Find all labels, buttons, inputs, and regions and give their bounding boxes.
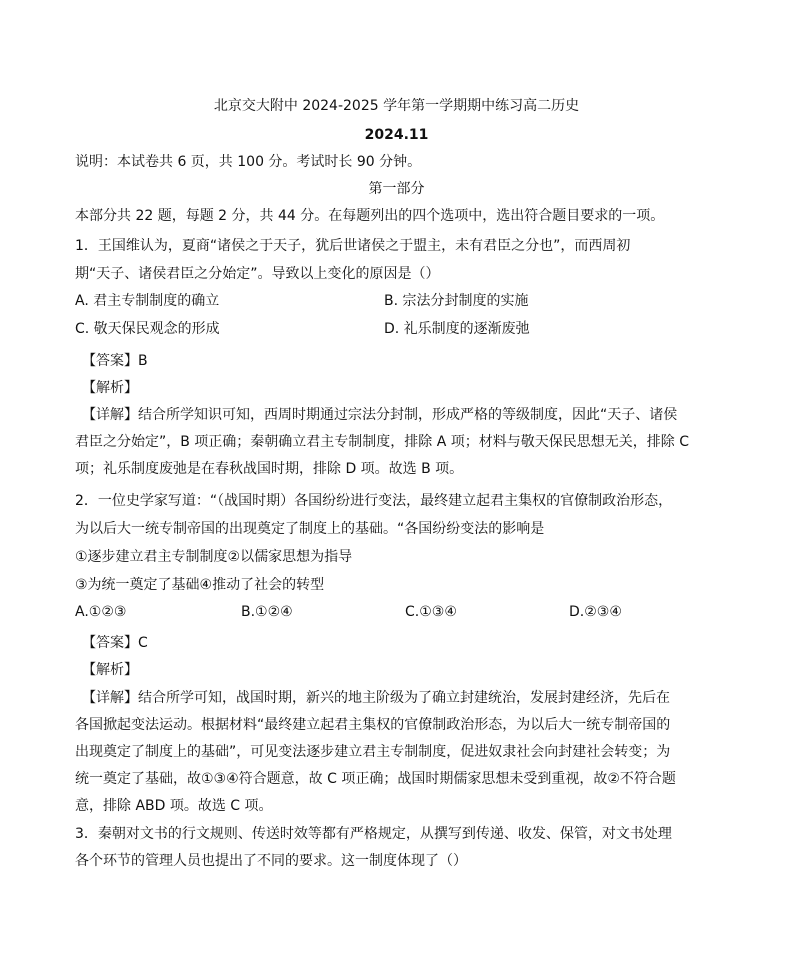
- q2-option-d: D.②③④: [569, 604, 622, 620]
- q2-detail-line2: 各国掀起变法运动。根据材料“最终建立起君主集权的官僚制政治形态，为以后大一统专制帝国的: [75, 717, 671, 733]
- q2-detail-line4: 统一奠定了基础，故①③④符合题意，故 C 项正确；战国时期儒家思想未受到重视，故②不符合题: [75, 771, 676, 787]
- q2-analysis-label: 【解析】: [82, 662, 138, 678]
- q3-stem-line2: 各个环节的管理人员也提出了不同的要求。这一制度体现了（）: [75, 853, 467, 869]
- q1-detail-line2: 君臣之分始定”，B 项正确；秦朝确立君主专制制度，排除 A 项；材料与敬天保民思想无关，排除 C: [75, 434, 690, 450]
- q2-answer: 【答案】C: [82, 635, 148, 651]
- q2-stem-line2: 为以后大一统专制帝国的出现奠定了制度上的基础。“各国纷纷变法的影响是: [75, 521, 545, 537]
- q1-stem-line1: 1．王国维认为，夏商“诸侯之于天子，犹后世诸侯之于盟主，未有君臣之分也”，而西周初: [75, 238, 631, 254]
- q2-detail-line1: 【详解】结合所学可知，战国时期，新兴的地主阶级为了确立封建统治，发展封建经济，先后在: [82, 690, 670, 706]
- part-heading: 第一部分: [368, 181, 425, 197]
- q1-option-d: D. 礼乐制度的逐渐废弛: [384, 321, 530, 337]
- q2-option-b: B.①②④: [241, 604, 293, 620]
- q1-analysis-label: 【解析】: [82, 380, 138, 396]
- q1-option-a: A. 君主专制制度的确立: [75, 293, 220, 309]
- q1-answer: 【答案】B: [82, 353, 148, 369]
- q1-option-b: B. 宗法分封制度的实施: [384, 293, 529, 309]
- document-date: 2024.11: [364, 127, 429, 143]
- exam-note: 说明：本试卷共 6 页，共 100 分。考试时长 90 分钟。: [75, 154, 422, 170]
- document-title: 北京交大附中 2024-2025 学年第一学期期中练习高二历史: [213, 98, 580, 114]
- q2-detail-line5: 意，排除 ABD 项。故选 C 项。: [75, 798, 273, 814]
- q2-detail-line3: 出现奠定了制度上的基础”，可见变法逐步建立君主专制制度，促进奴隶社会向封建社会转变；为: [75, 744, 671, 760]
- q1-option-c: C. 敬天保民观念的形成: [75, 321, 220, 337]
- q3-stem-line1: 3．秦朝对文书的行文规则、传送时效等都有严格规定，从撰写到传递、收发、保管，对文书处理: [75, 826, 672, 842]
- q1-detail-line1: 【详解】结合所学知识可知，西周时期通过宗法分封制，形成严格的等级制度，因此“天子、诸侯: [82, 407, 678, 423]
- q1-stem-line2: 期“天子、诸侯君臣之分始定”。导致以上变化的原因是（）: [75, 266, 440, 282]
- q2-option-a: A.①②③: [75, 604, 127, 620]
- q2-items-line1: ①逐步建立君主专制制度②以儒家思想为指导: [75, 549, 353, 565]
- q1-detail-line3: 项；礼乐制度废弛是在春秋战国时期，排除 D 项。故选 B 项。: [75, 461, 464, 477]
- part-intro: 本部分共 22 题，每题 2 分，共 44 分。在每题列出的四个选项中，选出符合题目要求的一项。: [75, 208, 665, 224]
- q2-stem-line1: 2．一位史学家写道：“（战国时期）各国纷纷进行变法，最终建立起君主集权的官僚制政治形态，: [75, 493, 673, 509]
- q2-items-line2: ③为统一奠定了基础④推动了社会的转型: [75, 577, 325, 593]
- q2-option-c: C.①③④: [405, 604, 457, 620]
